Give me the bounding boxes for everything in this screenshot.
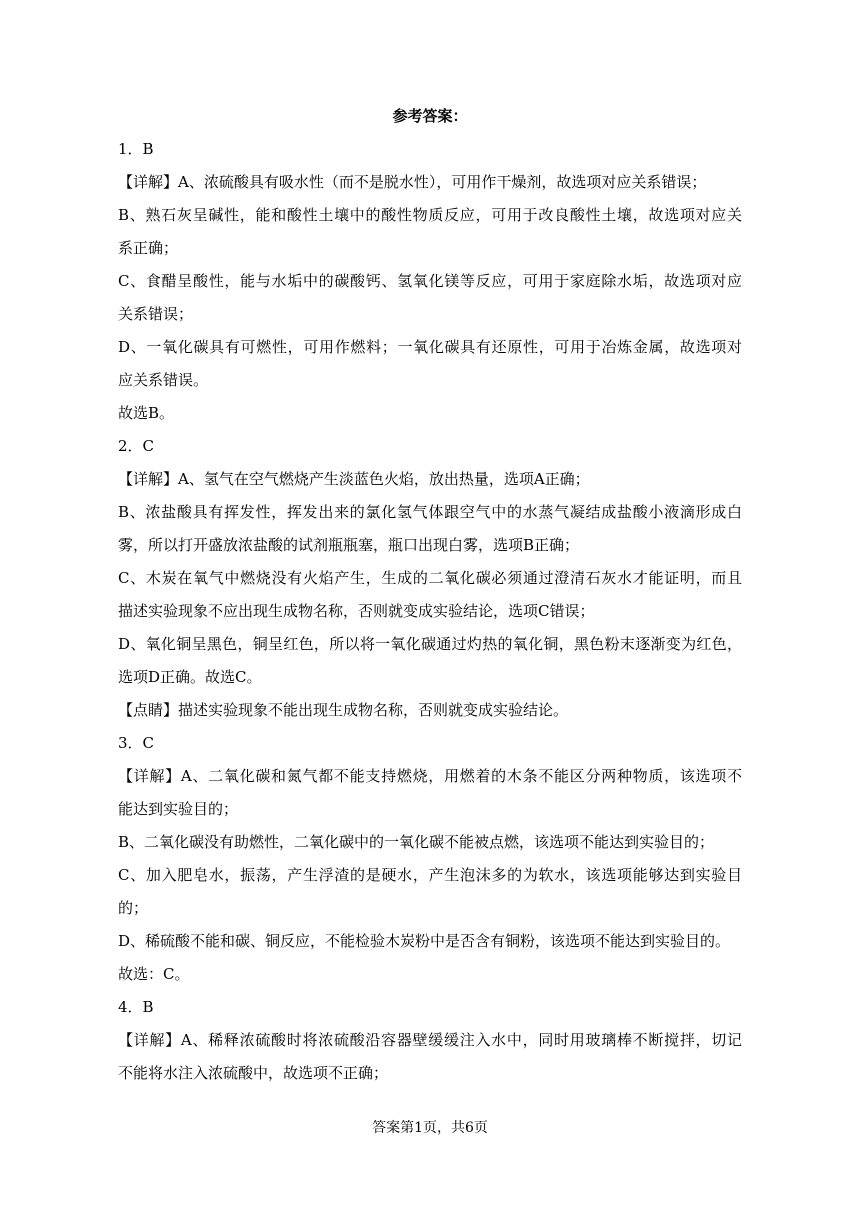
explanation-line: D、氧化铜呈黑色，铜呈红色，所以将一氧化碳通过灼热的氧化铜，黑色粉末逐渐变为红色， [118,635,742,653]
explanation-line: 系正确； [118,239,179,257]
page-footer: 答案第1页，共6页 [372,1120,488,1136]
explanation-line: C、食醋呈酸性，能与水垢中的碳酸钙、氢氧化镁等反应，可用于家庭除水垢，故选项对应 [118,272,742,290]
answer-number: 2．C [118,437,155,455]
explanation-line: D、稀硫酸不能和碳、铜反应，不能检验木炭粉中是否含有铜粉，该选项不能达到实验目的。 [118,932,731,950]
explanation-line: B、浓盐酸具有挥发性，挥发出来的氯化氢气体跟空气中的水蒸气凝结成盐酸小液滴形成白 [118,503,742,521]
explanation-line: 关系错误； [118,305,194,323]
explanation-line: 【详解】A、浓硫酸具有吸水性（而不是脱水性），可用作干燥剂，故选项对应关系错误； [118,173,707,191]
answer-content [118,133,742,1090]
explanation-line: B、熟石灰呈碱性，能和酸性土壤中的酸性物质反应，可用于改良酸性土壤，故选项对应关 [118,206,742,224]
explanation-line: B、二氧化碳没有助燃性，二氧化碳中的一氧化碳不能被点燃，该选项不能达到实验目的； [118,833,715,851]
explanation-line: 【详解】A、二氧化碳和氮气都不能支持燃烧，用燃着的木条不能区分两种物质，该选项不 [118,767,742,785]
answer-number: 1．B [118,140,154,158]
explanation-line: 不能将水注入浓硫酸中，故选项不正确； [118,1064,389,1082]
explanation-line: 的； [118,899,149,917]
explanation-line: 描述实验现象不应出现生成物名称，否则就变成实验结论，选项C错误； [118,602,595,620]
answer-number: 4．B [118,998,154,1016]
explanation-line: C、木炭在氧气中燃烧没有火焰产生，生成的二氧化碳必须通过澄清石灰水才能证明，而且 [118,569,742,587]
comment-line: 【点睛】描述实验现象不能出现生成物名称，否则就变成实验结论。 [118,701,569,719]
explanation-line: 雾，所以打开盛放浓盐酸的试剂瓶瓶塞，瓶口出现白雾，选项B正确； [118,536,580,554]
explanation-line: 【详解】A、氢气在空气燃烧产生淡蓝色火焰，放出热量，选项A正确； [118,470,590,488]
explanation-line: 能达到实验目的； [118,800,239,818]
explanation-line: 应关系错误。 [118,371,209,389]
conclusion-line: 故选：C。 [118,965,190,983]
explanation-line: 选项D正确。故选C。 [118,668,262,686]
explanation-line: 【详解】A、稀释浓硫酸时将浓硫酸沿容器壁缓缓注入水中，同时用玻璃棒不断搅拌，切记 [118,1031,742,1049]
conclusion-line: 故选B。 [118,404,175,422]
answer-number: 3．C [118,734,155,752]
explanation-line: C、加入肥皂水，振荡，产生浮渣的是硬水，产生泡沫多的为软水，该选项能够达到实验目 [118,866,742,884]
explanation-line: D、一氧化碳具有可燃性，可用作燃料；一氧化碳具有还原性，可用于冶炼金属，故选项对 [118,338,742,356]
answer-title: 参考答案： [392,107,468,125]
